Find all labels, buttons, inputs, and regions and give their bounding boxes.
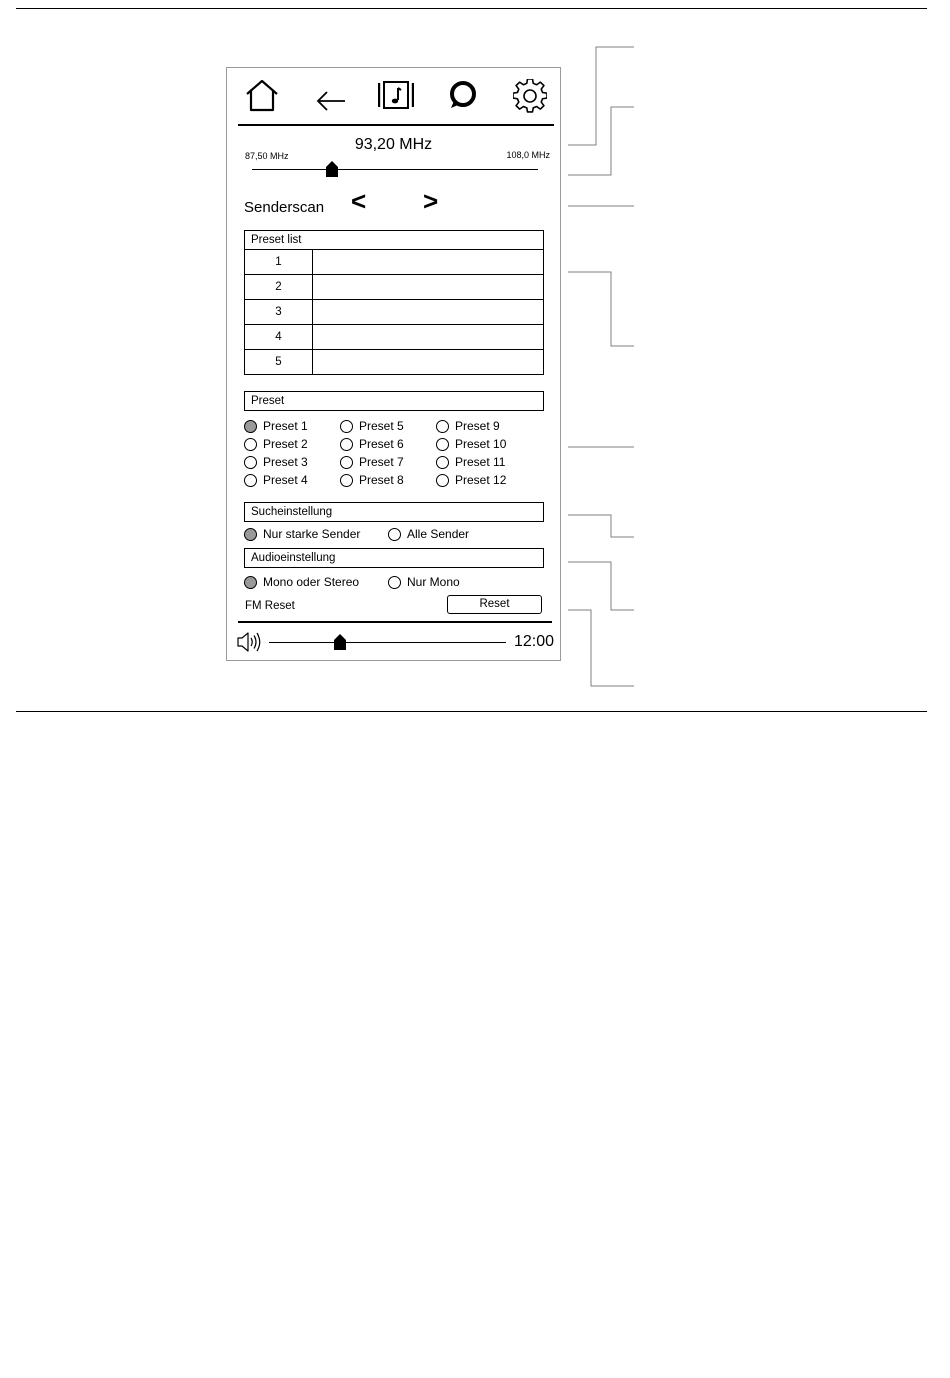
preset-radio-9[interactable]	[436, 419, 500, 433]
radio-dot	[340, 420, 353, 433]
radio-dot	[388, 528, 401, 541]
scan-next-button[interactable]: >	[423, 186, 439, 216]
current-frequency: 93,20 MHz	[354, 136, 433, 153]
radio-label: Preset 10	[455, 437, 507, 451]
search-section-header: Sucheinstellung	[244, 502, 544, 522]
radio-label: Preset 12	[455, 473, 507, 487]
preset-name	[313, 250, 543, 274]
radio-dot	[340, 474, 353, 487]
frequency-slider-handle[interactable]	[326, 161, 338, 177]
radio-dot	[244, 420, 257, 433]
radio-label: Preset 5	[359, 419, 404, 433]
preset-radio-12[interactable]	[436, 473, 506, 487]
preset-radio-1[interactable]	[244, 419, 308, 433]
radio-label: Preset 3	[263, 455, 308, 469]
preset-radio-8[interactable]	[340, 473, 404, 487]
search-radio-strong[interactable]	[244, 527, 360, 541]
preset-radio-4[interactable]	[244, 473, 308, 487]
preset-radio-7[interactable]	[340, 455, 404, 469]
fm-reset-label: FM Reset	[245, 600, 295, 612]
preset-radio-3[interactable]	[244, 455, 308, 469]
footer-divider	[238, 621, 552, 623]
radio-dot	[244, 456, 257, 469]
music-source-icon	[376, 78, 416, 112]
radio-dot	[244, 438, 257, 451]
preset-number: 2	[245, 275, 313, 299]
volume-slider-handle[interactable]	[334, 634, 346, 650]
table-row[interactable]	[245, 350, 543, 374]
preset-number: 3	[245, 300, 313, 324]
gear-icon	[513, 79, 547, 113]
speaker-icon[interactable]	[236, 630, 264, 654]
preset-name	[313, 300, 543, 324]
table-row[interactable]	[245, 325, 543, 350]
volume-slider[interactable]	[269, 642, 506, 643]
table-row[interactable]	[245, 300, 543, 325]
radio-label: Nur starke Sender	[263, 527, 361, 541]
alexa-ring-icon	[446, 78, 480, 112]
audio-radio-mono-stereo[interactable]	[244, 575, 359, 589]
search-radio-all[interactable]	[388, 527, 469, 541]
radio-dot	[436, 420, 449, 433]
preset-name	[313, 350, 543, 374]
preset-number: 4	[245, 325, 313, 349]
scan-label: Senderscan	[244, 199, 325, 216]
radio-label: Preset 2	[263, 437, 308, 451]
radio-dot	[436, 474, 449, 487]
radio-dot	[340, 456, 353, 469]
frequency-slider[interactable]	[252, 169, 538, 170]
home-icon	[245, 79, 279, 113]
toolbar-divider	[238, 124, 554, 126]
back-arrow-icon	[315, 84, 347, 116]
radio-dot	[244, 474, 257, 487]
preset-radio-2[interactable]	[244, 437, 308, 451]
preset-radio-11[interactable]	[436, 455, 505, 469]
audio-section-header: Audioeinstellung	[244, 548, 544, 568]
preset-list-header: Preset list	[245, 231, 543, 250]
table-row[interactable]	[245, 275, 543, 300]
radio-label: Nur Mono	[407, 575, 460, 589]
scan-prev-button[interactable]: <	[351, 186, 367, 216]
home-button[interactable]	[242, 76, 282, 116]
preset-radio-5[interactable]	[340, 419, 404, 433]
max-frequency-label: 108,0 MHz	[506, 150, 550, 160]
radio-dot	[244, 528, 257, 541]
preset-number: 1	[245, 250, 313, 274]
radio-dot	[436, 456, 449, 469]
min-frequency-label: 87,50 MHz	[245, 151, 289, 161]
radio-label: Alle Sender	[407, 527, 470, 541]
preset-name	[313, 275, 543, 299]
radio-label: Mono oder Stereo	[263, 575, 360, 589]
radio-settings-screen	[226, 67, 561, 661]
audio-radio-mono-only[interactable]	[388, 575, 460, 589]
radio-dot	[244, 576, 257, 589]
preset-section-header: Preset	[244, 391, 544, 411]
radio-label: Preset 11	[455, 455, 506, 469]
radio-dot	[436, 438, 449, 451]
radio-label: Preset 1	[263, 419, 308, 433]
table-row[interactable]	[245, 250, 543, 275]
radio-label: Preset 7	[359, 455, 404, 469]
alexa-button[interactable]	[443, 75, 483, 115]
clock: 12:00	[513, 633, 554, 650]
reset-button[interactable]: Reset	[447, 595, 542, 614]
preset-radio-10[interactable]	[436, 437, 506, 451]
radio-label: Preset 6	[359, 437, 404, 451]
radio-label: Preset 4	[263, 473, 308, 487]
preset-number: 5	[245, 350, 313, 374]
preset-radio-6[interactable]	[340, 437, 404, 451]
radio-label: Preset 9	[455, 419, 500, 433]
source-button[interactable]	[376, 75, 416, 115]
settings-button[interactable]	[510, 76, 550, 116]
radio-label: Preset 8	[359, 473, 404, 487]
back-button[interactable]	[311, 80, 351, 120]
preset-list-table	[244, 230, 544, 375]
radio-dot	[388, 576, 401, 589]
radio-dot	[340, 438, 353, 451]
preset-name	[313, 325, 543, 349]
